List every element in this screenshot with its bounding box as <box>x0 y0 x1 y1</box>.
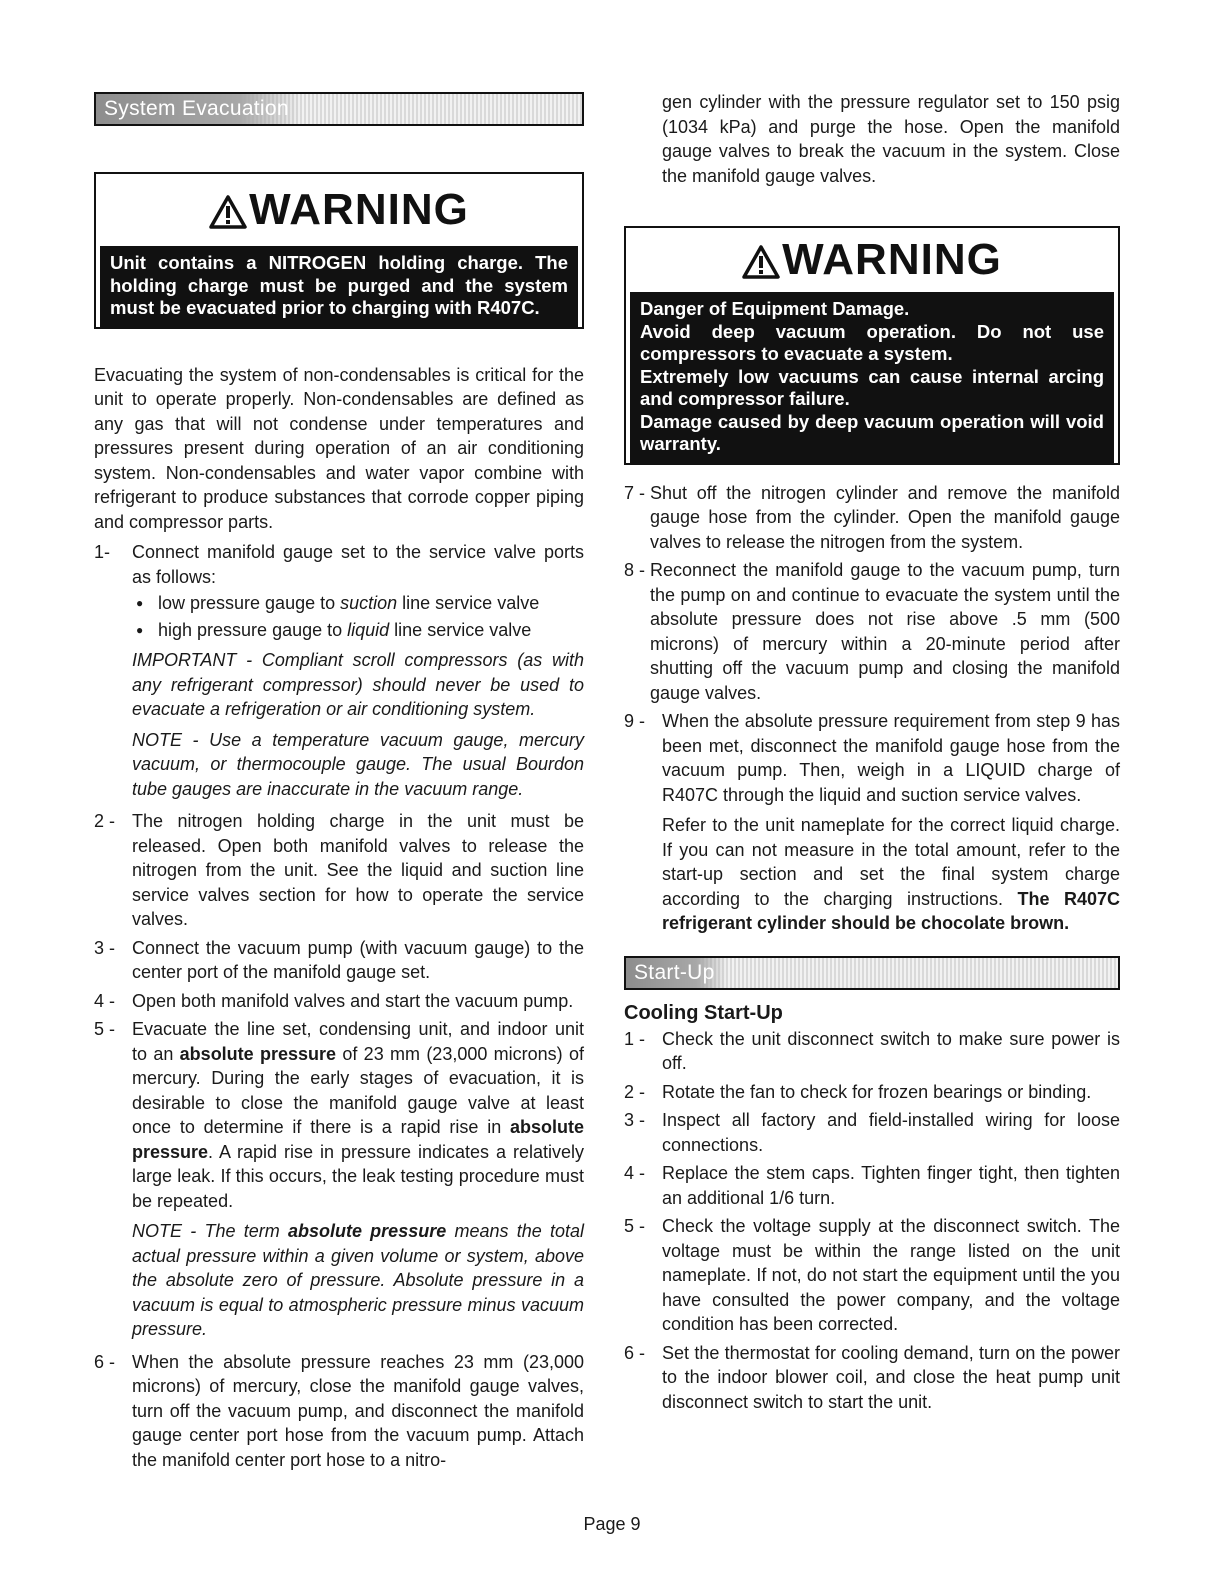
bold-term: absolute pressure <box>132 1117 584 1162</box>
startup-step <box>624 1341 1120 1415</box>
bold-term: The R407C refrigerant cylinder should be chocolate brown. <box>662 888 1120 933</box>
startup-step <box>624 1108 1120 1157</box>
bold-term: absolute pressure <box>179 1043 337 1064</box>
right-column <box>624 90 1120 1414</box>
warning-heading-text: WARNING <box>782 235 1002 284</box>
startup-steps <box>624 1027 1120 1415</box>
warning-body <box>100 246 578 327</box>
warning-line: Damage caused by deep vacuum operation will void warranty. <box>640 410 1104 454</box>
bullet-high-pressure <box>132 618 584 643</box>
warning-line: Avoid deep vacuum operation. Do not use compressors to evacuate a system. <box>640 320 1104 364</box>
step-number: 8 - <box>624 560 646 580</box>
startup-step <box>624 1080 1120 1105</box>
step-number: 2 - <box>94 811 116 831</box>
step-text: Rotate the fan to check for frozen bearings or binding. <box>662 1081 1092 1102</box>
step-7 <box>624 481 1120 555</box>
step-number: 5 - <box>624 1216 646 1236</box>
step-text: Shut off the nitrogen cylinder and remove the manifold gauge hose from the cylinder. Open the manifold gauge valves to release the nitrogen from the system. <box>650 482 1120 552</box>
left-column <box>94 92 584 1472</box>
step-text: Reconnect the manifold gauge to the vacuum pump, turn the pump on and continue to evacuate the system until the absolute pressure does not rise above .5 mm (500 microns) of mercury within a 20-minute period after shutting off the vacuum pump and closing the manifold gauge valves. <box>650 560 1120 703</box>
continuation-text: gen cylinder with the pressure regulator set to 150 psig (1034 kPa) and purge the hose. Open the manifold gauge valves to break the vacuum in the system. Close the manifold gauge valves. <box>662 92 1120 186</box>
step-text: The nitrogen holding charge in the unit must be released. Open both manifold valves to release the nitrogen from the unit. See the liquid and suction line service valves section for how to operate the service valves. <box>132 811 584 929</box>
step-number: 1- <box>94 542 111 562</box>
step-text: When the absolute pressure requirement from step 9 has been met, disconnect the manifold gauge hose from the vacuum pump. Then, weigh in a LIQUID charge of R407C through the liquid and suction service valves. <box>662 711 1120 805</box>
warning-heading-text: WARNING <box>249 185 469 234</box>
step-number: 4 - <box>94 990 116 1011</box>
intro-paragraph: Evacuating the system of non-condensables is critical for the unit to operate properly. Non-condensables are defined as any gas that will not condense under temperatures and pressures present during operation of an air conditioning system. Non-condensables and water vapor combine with refrigerant to produce substances that corrode copper piping and compressor parts. <box>94 364 584 532</box>
section-header-start-up <box>624 956 1120 990</box>
bullet-dot-icon: ● <box>136 596 144 610</box>
step-6-continuation <box>624 90 1120 188</box>
step-text: Open both manifold valves and start the vacuum pump. <box>132 990 574 1011</box>
warning-line: Unit contains a NITROGEN holding charge. The holding charge must be purged and the system must be evacuated prior to charging with R407C. <box>110 252 568 318</box>
refer-paragraph: Refer to the unit nameplate for the correct liquid charge. If you can not measure in the total amount, refer to the start-up section and set the final system charge according to the charging instructions. The R407C refrigerant cylinder should be chocolate brown. <box>662 815 1120 933</box>
warning-box-deep-vacuum <box>624 226 1120 465</box>
startup-step <box>624 1161 1120 1210</box>
step-number: 6 - <box>624 1342 646 1363</box>
bullet-low-pressure <box>132 591 584 616</box>
warning-line: Danger of Equipment Damage. <box>640 298 910 319</box>
bullet-text: high pressure gauge to <box>158 619 348 640</box>
startup-step <box>624 1027 1120 1076</box>
bullet-text: line service valve <box>389 619 532 640</box>
bullet-emphasis: liquid <box>347 619 390 640</box>
warning-line: Extremely low vacuums can cause internal arcing and compressor failure. <box>640 365 1104 409</box>
step-number: 3 - <box>94 937 116 958</box>
important-note: IMPORTANT - Compliant scroll compressors (as with any refrigerant compressor) should never be used to evacuate a refrigeration or air conditioning system. <box>132 650 584 719</box>
step-number: 4 - <box>624 1163 646 1183</box>
step-2 <box>94 809 584 932</box>
step-1-bullets <box>94 591 584 642</box>
warning-triangle-icon <box>742 245 780 279</box>
step-text: Inspect all factory and field-installed wiring for loose connections. <box>662 1110 1120 1155</box>
step-text: Connect manifold gauge set to the service valve ports as follows: <box>132 542 584 587</box>
step-number: 7 - <box>624 482 646 503</box>
step-1 <box>94 540 584 589</box>
section-header-system-evacuation <box>94 92 584 126</box>
warning-heading <box>96 174 582 246</box>
bullet-dot-icon: ● <box>136 622 144 637</box>
bullet-text: line service valve <box>397 593 540 613</box>
step-4 <box>94 989 584 1014</box>
step-6 <box>94 1350 584 1473</box>
bullet-emphasis: suction <box>340 593 398 613</box>
step-number: 5 - <box>94 1019 116 1039</box>
gauge-note: NOTE - Use a temperature vacuum gauge, mercury vacuum, or thermocouple gauge. The usual Bourdon tube gauges are inaccurate in the vacuum range. <box>132 729 584 799</box>
step-text: Set the thermostat for cooling demand, turn on the power to the indoor blower coil, and close the heat pump unit disconnect switch to start the unit. <box>662 1342 1120 1412</box>
startup-step <box>624 1214 1120 1337</box>
section-title: Start-Up <box>626 958 727 988</box>
step-text: When the absolute pressure reaches 23 mm (23,000 microns) of mercury, close the manifold gauge valves, turn off the vacuum pump, and disconnect the manifold gauge center port hose from the vacuum pump. Attach the manifold center port hose to a nitro- <box>132 1351 584 1470</box>
step-number: 2 - <box>624 1081 646 1102</box>
cooling-start-up-heading: Cooling Start-Up <box>624 1001 783 1024</box>
section-title: System Evacuation <box>96 94 301 124</box>
warning-heading <box>626 228 1118 292</box>
step-text: Replace the stem caps. Tighten finger tight, then tighten an additional 1/6 turn. <box>662 1163 1120 1208</box>
step-number: 6 - <box>94 1351 116 1372</box>
step-number: 9 - <box>624 711 646 731</box>
warning-body <box>630 292 1114 463</box>
bullet-text: low pressure gauge to <box>158 593 341 613</box>
step-number: 1 - <box>624 1028 646 1049</box>
step-8 <box>624 558 1120 705</box>
step-9 <box>624 709 1120 807</box>
step-text: Evacuate the line set, condensing unit, and indoor unit to an absolute pressure of 23 mm (23,000 microns) of mercury. During the early stages of evacuation, it is desirable to close the manifold gauge valve at least once to determine if there is a rapid rise in absolute pressure. A rapid rise in pressure indicates a relatively large leak. If this occurs, the leak testing procedure must be repeated. <box>132 1019 585 1211</box>
absolute-pressure-note: NOTE - The term absolute pressure means the total actual pressure within a given volume or system, above the absolute zero of pressure. Absolute pressure in a vacuum is equal to atmospheric pressure minus vacuum pressure. <box>132 1221 584 1339</box>
step-text: Check the voltage supply at the disconnect switch. The voltage must be within the range listed on the unit nameplate. If not, do not start the equipment until the you have consulted the power company, and the voltage condition has been corrected. <box>662 1216 1120 1334</box>
step-text: Check the unit disconnect switch to make sure power is off. <box>662 1028 1120 1073</box>
warning-triangle-icon <box>209 195 247 229</box>
step-5 <box>94 1017 584 1213</box>
bold-term: absolute pressure <box>287 1221 447 1241</box>
step-number: 3 - <box>624 1110 646 1130</box>
step-text: Connect the vacuum pump (with vacuum gauge) to the center port of the manifold gauge set. <box>132 937 584 982</box>
warning-box-nitrogen <box>94 172 584 329</box>
step-3 <box>94 936 584 985</box>
page-number: Page 9 <box>583 1514 641 1534</box>
